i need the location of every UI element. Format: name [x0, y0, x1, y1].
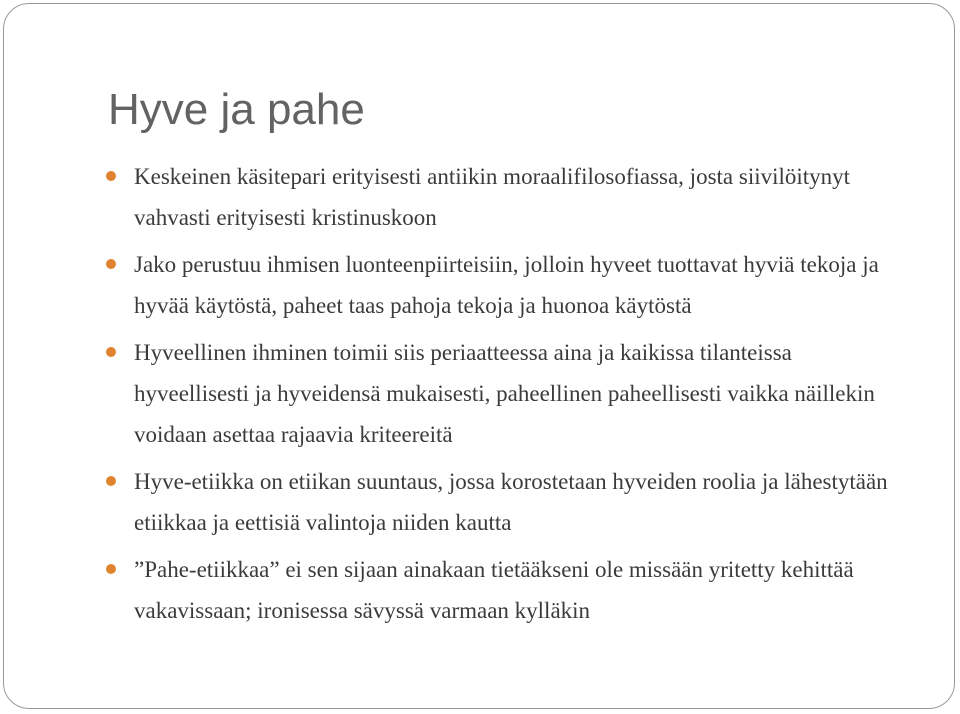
- slide-title: Hyve ja pahe: [108, 85, 365, 134]
- bullet-dot-icon: [106, 476, 116, 486]
- bullet-list: [106, 156, 906, 637]
- bullet-dot-icon: [106, 259, 116, 269]
- bullet-dot-icon: [106, 564, 116, 574]
- bullet-dot-icon: [106, 171, 116, 181]
- bullet-text: ”Pahe-etiikkaa” ei sen sijaan ainakaan tietääkseni ole missään yritetty kehittää vakavissaan; ironisessa sävyssä varmaan kylläkin: [134, 557, 854, 623]
- bullet-item: [106, 332, 906, 455]
- bullet-text: Jako perustuu ihmisen luonteenpiirteisiin, jolloin hyveet tuottavat hyviä tekoja ja hyvää käytöstä, paheet taas pahoja tekoja ja huonoa käytöstä: [134, 252, 879, 318]
- bullet-text: Keskeinen käsitepari erityisesti antiikin moraalifilosofiassa, josta siivilöitynyt vahvasti erityisesti kristinuskoon: [134, 164, 851, 230]
- bullet-item: [106, 244, 906, 326]
- slide: [3, 3, 955, 709]
- bullet-dot-icon: [106, 347, 116, 357]
- bullet-text: Hyve-etiikka on etiikan suuntaus, jossa korostetaan hyveiden roolia ja lähestytään etiikkaa ja eettisiä valintoja niiden kautta: [134, 469, 888, 535]
- bullet-item: [106, 461, 906, 543]
- bullet-item: [106, 156, 906, 238]
- bullet-item: [106, 549, 906, 631]
- bullet-text: Hyveellinen ihminen toimii siis periaatteessa aina ja kaikissa tilanteissa hyveellisesti ja hyveidensä mukaisesti, paheellinen paheellisesti vaikka näillekin voidaan asettaa rajaavia kriteereitä: [134, 340, 875, 447]
